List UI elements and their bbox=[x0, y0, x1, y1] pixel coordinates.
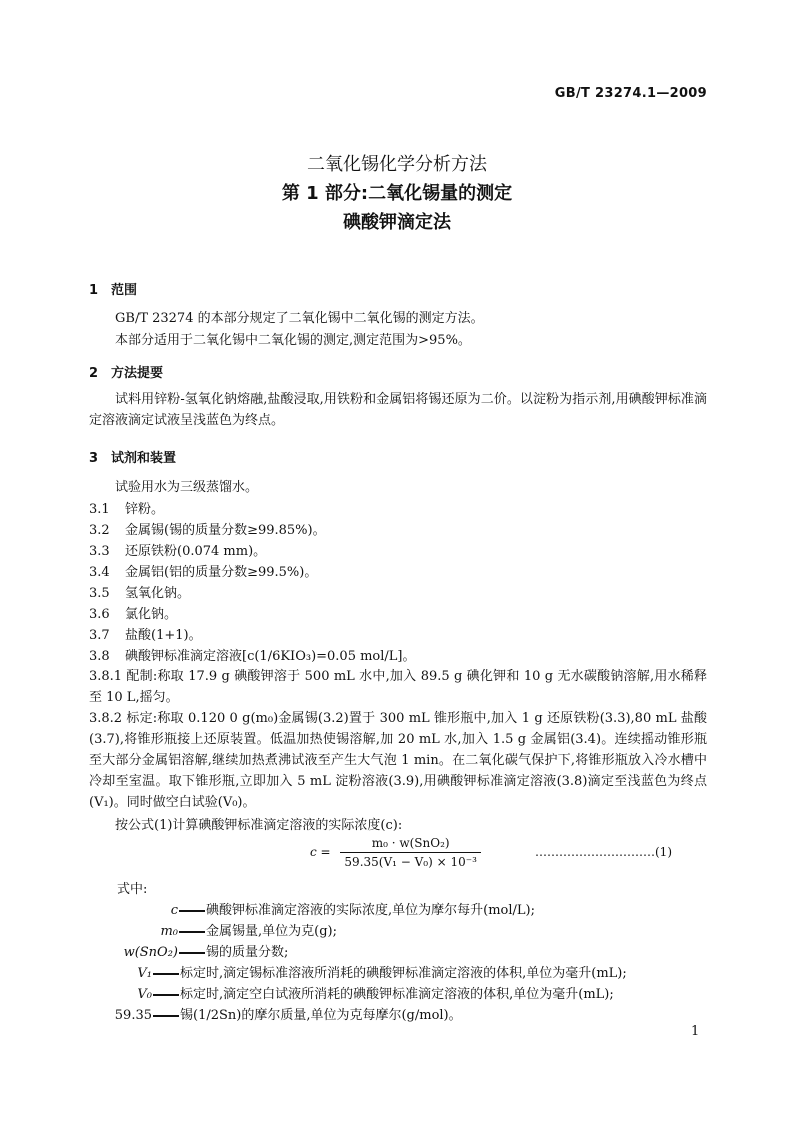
section-number: 3 bbox=[89, 451, 99, 466]
reagent-item bbox=[89, 582, 190, 601]
formula-fraction bbox=[340, 836, 480, 869]
legend-symbol: m₀ bbox=[160, 924, 178, 939]
clause-text: 还原铁粉(0.074 mm)。 bbox=[125, 544, 267, 559]
reagent-item bbox=[89, 645, 416, 664]
title-main: 二氧化锡化学分析方法 bbox=[307, 154, 487, 175]
legend-text: 标定时,滴定空白试液所消耗的碘酸钾标准滴定溶液的体积,单位为毫升(mL); bbox=[180, 987, 614, 1002]
section-number: 1 bbox=[89, 283, 99, 298]
section-title: 试剂和装置 bbox=[111, 451, 177, 466]
legend-symbol: w(SnO₂) bbox=[123, 945, 178, 960]
legend-dash bbox=[153, 994, 179, 996]
clause-3-8-1: 3.8.1 配制:称取 17.9 g 碘酸钾溶于 500 mL 水中,加入 89.5 g 碘化钾和 10 g 无水碳酸钠溶解,用水稀释至 10 L,摇匀。 bbox=[89, 669, 707, 705]
legend-symbol: V₀ bbox=[137, 987, 152, 1002]
legend-row bbox=[92, 983, 614, 1002]
legend-dash bbox=[179, 952, 205, 954]
section-title: 范围 bbox=[111, 283, 138, 298]
legend-intro: 式中: bbox=[117, 882, 148, 897]
clause-number: 3.3 bbox=[89, 544, 110, 559]
clause-number: 3.1 bbox=[89, 502, 110, 517]
legend-dash bbox=[153, 1015, 179, 1017]
clause-number: 3.2 bbox=[89, 523, 110, 538]
document-title bbox=[0, 150, 794, 237]
clause-text: 氢氧化钠。 bbox=[125, 586, 191, 601]
legend-row bbox=[92, 962, 627, 981]
legend-text: 碘酸钾标准滴定溶液的实际浓度,单位为摩尔每升(mol/L); bbox=[206, 903, 535, 918]
scope-paragraph-1: GB/T 23274 的本部分规定了二氧化锡中二氧化锡的测定方法。 bbox=[115, 311, 484, 326]
legend-symbol: V₁ bbox=[137, 966, 152, 981]
legend-symbol: 59.35 bbox=[114, 1008, 152, 1023]
page-number: 1 bbox=[691, 1024, 700, 1039]
formula-lhs: c = bbox=[310, 845, 331, 859]
legend-row bbox=[92, 1004, 462, 1023]
legend-text: 锡(1/2Sn)的摩尔质量,单位为克每摩尔(g/mol)。 bbox=[180, 1008, 462, 1023]
legend-row bbox=[92, 941, 288, 960]
principle-paragraph: 试料用锌粉-氢氧化钠熔融,盐酸浸取,用铁粉和金属铝将锡还原为二价。以淀粉为指示剂,用碘酸钾标准滴定溶液滴定试液呈浅蓝色为终点。 bbox=[89, 392, 707, 428]
clause-3-8-2: 3.8.2 标定:称取 0.120 0 g(m₀)金属锡(3.2)置于 300 mL 锥形瓶中,加入 1 g 还原铁粉(3.3),80 mL 盐酸(3.7),将锥形瓶接上还原装置。低温加热使锡溶解,加 20 mL 水,加入 1.5 g 金属铝(3.4)。连续摇动锥形瓶至大部分金属铝溶解,继续加热煮沸试液至产生大气泡 1 min。在二氧化碳气保护下,将锥形瓶放入冷水槽中冷却至室温。取下锥形瓶,立即加入 5 mL 淀粉溶液(3.9),用碘酸钾标准滴定溶液(3.8)滴定至浅蓝色为终点(V₁)。同时做空白试验(V₀)。 bbox=[89, 711, 707, 810]
clause-text: 盐酸(1+1)。 bbox=[125, 628, 202, 643]
legend-row bbox=[92, 899, 535, 918]
section-heading-reagents bbox=[89, 447, 176, 466]
clause-text: 碘酸钾标准滴定溶液[c(1/6KIO₃)=0.05 mol/L]。 bbox=[125, 649, 416, 664]
formula-number: …………………………(1) bbox=[535, 845, 672, 859]
clause-number: 3.6 bbox=[89, 607, 110, 622]
standard-number: GB/T 23274.1—2009 bbox=[554, 86, 707, 101]
section-heading-principle bbox=[89, 362, 163, 381]
reagent-item bbox=[89, 519, 326, 538]
clause-text: 金属锡(锡的质量分数≥99.85%)。 bbox=[125, 523, 326, 538]
formula-denominator: 59.35(V₁ − V₀) × 10⁻³ bbox=[344, 855, 477, 869]
reagent-item bbox=[89, 561, 317, 580]
clause-text: 金属铝(铝的质量分数≥99.5%)。 bbox=[125, 565, 318, 580]
section-title: 方法提要 bbox=[111, 366, 164, 381]
legend-row bbox=[92, 920, 337, 939]
reagent-item bbox=[89, 498, 164, 517]
reagent-item bbox=[89, 603, 177, 622]
title-part: 第 1 部分:二氧化锡量的测定 bbox=[281, 183, 513, 204]
clause-text: 氯化钠。 bbox=[125, 607, 178, 622]
formula-1 bbox=[310, 836, 481, 869]
legend-text: 金属锡量,单位为克(g); bbox=[206, 924, 337, 939]
section-number: 2 bbox=[89, 366, 99, 381]
reagent-item bbox=[89, 540, 266, 559]
legend-text: 标定时,滴定锡标准溶液所消耗的碘酸钾标准滴定溶液的体积,单位为毫升(mL); bbox=[180, 966, 627, 981]
scope-paragraph-2: 本部分适用于二氧化锡中二氧化锡的测定,测定范围为>95%。 bbox=[115, 333, 471, 348]
legend-dash bbox=[153, 973, 179, 975]
clause-number: 3.4 bbox=[89, 565, 110, 580]
legend-symbol: c bbox=[170, 903, 178, 918]
reagent-item bbox=[89, 624, 202, 643]
section-heading-scope bbox=[89, 279, 137, 298]
reagents-intro: 试验用水为三级蒸馏水。 bbox=[115, 480, 259, 495]
formula-intro: 按公式(1)计算碘酸钾标准滴定溶液的实际浓度(c): bbox=[115, 818, 403, 833]
clause-text: 锌粉。 bbox=[125, 502, 165, 517]
legend-dash bbox=[179, 931, 205, 933]
clause-number: 3.5 bbox=[89, 586, 110, 601]
legend-dash bbox=[179, 910, 205, 912]
legend-text: 锡的质量分数; bbox=[206, 945, 289, 960]
formula-numerator: m₀ · w(SnO₂) bbox=[340, 836, 480, 853]
title-method: 碘酸钾滴定法 bbox=[343, 212, 451, 233]
clause-number: 3.8 bbox=[89, 649, 110, 664]
clause-number: 3.7 bbox=[89, 628, 110, 643]
